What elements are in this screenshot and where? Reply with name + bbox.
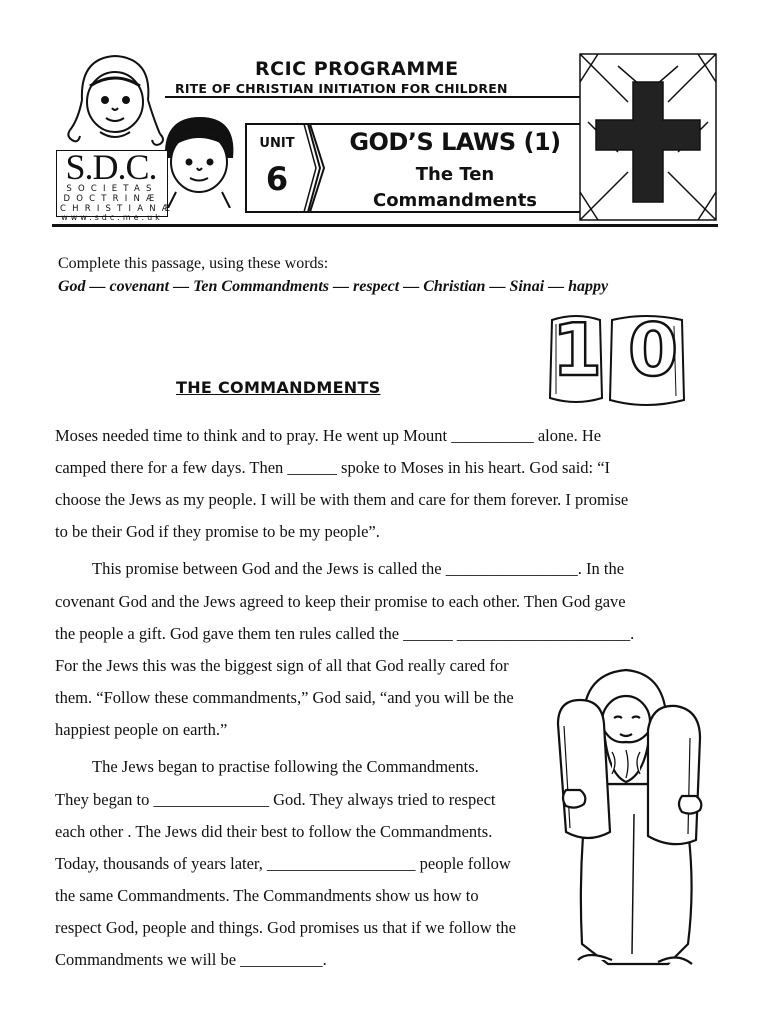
logo-word: SOCIETAS — [66, 184, 158, 194]
passage-line: The Jews began to practise following the Commandments. — [92, 757, 479, 776]
passage-line: each other . The Jews did their best to follow the Commandments. — [55, 822, 493, 841]
passage-line: For the Jews this was the biggest sign of all that God really cared for — [55, 656, 509, 675]
sub-title-line-1: The Ten — [415, 164, 495, 185]
unit-number: 6 — [265, 160, 289, 198]
moses-illustration — [548, 664, 720, 974]
programme-title: RCIC PROGRAMME — [255, 58, 459, 80]
passage-line: to be their God if they promise to be my people”. — [55, 522, 380, 541]
passage-line: This promise between God and the Jews is called the ________________. In the — [92, 559, 625, 578]
section-title: THE COMMANDMENTS — [176, 378, 381, 397]
passage-line: camped there for a few days. Then ______ spoke to Moses in his heart. God said: “I — [55, 458, 611, 477]
logo-word: CHRISTIANÆ — [60, 204, 177, 214]
instructions: Complete this passage, using these words: — [58, 255, 329, 272]
passage-line: the same Commandments. The Commandments show us how to — [55, 886, 479, 905]
cross-mosaic-illustration — [578, 52, 718, 222]
programme-subtitle: RITE OF CHRISTIAN INITIATION FOR CHILDREN — [175, 81, 508, 96]
logo-word: DOCTRINÆ — [63, 194, 161, 204]
passage-line: Commandments we will be __________. — [55, 950, 327, 969]
passage-line: Moses needed time to think and to pray. He went up Mount __________ alone. He — [55, 426, 602, 445]
girl-illustration — [60, 50, 170, 160]
passage-line: They began to ______________ God. They always tried to respect — [55, 790, 496, 809]
header-divider — [165, 96, 595, 98]
passage-line: respect God, people and things. God promises us that if we follow the — [55, 918, 516, 937]
unit-label: UNIT — [259, 136, 295, 151]
header-bottom-rule — [52, 224, 718, 227]
passage-line: covenant God and the Jews agreed to keep their promise to each other. Then God gave — [55, 592, 626, 611]
logo-url: www.sdc.me.uk — [61, 213, 163, 222]
passage-line: happiest people on earth.” — [55, 720, 228, 739]
boy-illustration — [158, 112, 240, 208]
passage-line: the people a gift. God gave them ten rules called the ______ _____________________. — [55, 624, 635, 643]
sub-title-line-2: Commandments — [372, 190, 538, 211]
word-bank: God — covenant — Ten Commandments — respect — Christian — Sinai — happy — [58, 278, 609, 295]
tablet-number-zero: 0 — [627, 308, 679, 392]
passage-line: Today, thousands of years later, __________________ people follow — [55, 854, 511, 873]
tablet-number-one: 1 — [552, 308, 603, 392]
passage-line: choose the Jews as my people. I will be with them and care for them forever. I promise — [55, 490, 629, 509]
main-title: GOD’S LAWS (1) — [349, 128, 561, 156]
passage-line: them. “Follow these commandments,” God said, “and you will be the — [55, 688, 514, 707]
logo-letters: S.D.C. — [65, 147, 157, 187]
